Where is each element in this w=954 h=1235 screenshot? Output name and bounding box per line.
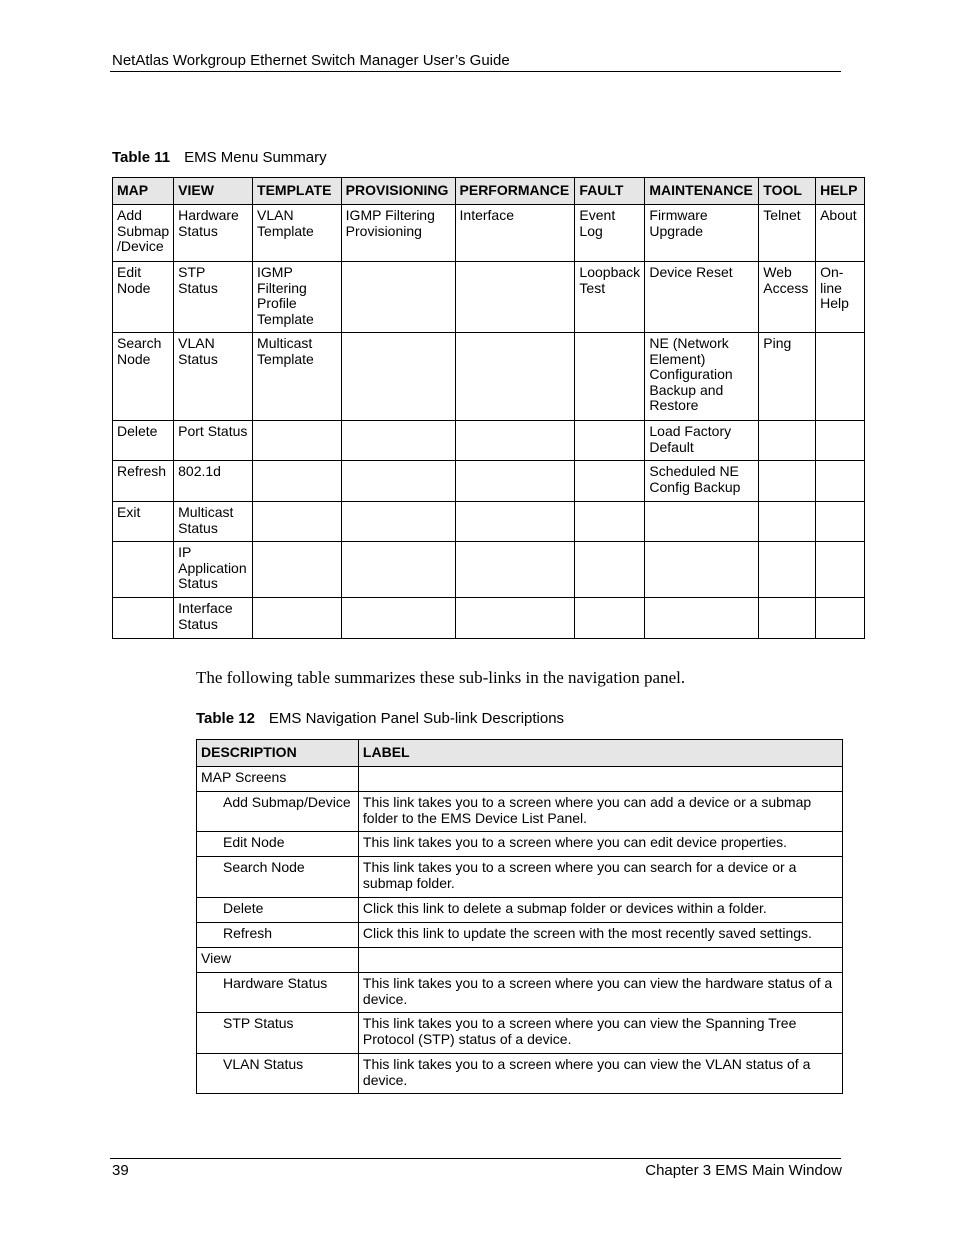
table12-col-header: DESCRIPTION (197, 740, 359, 767)
table-cell (341, 542, 455, 598)
table11-label: Table 11 (112, 149, 171, 166)
table-cell (575, 421, 645, 461)
table-row (113, 333, 865, 421)
table-cell (341, 333, 455, 421)
table12-header-row (197, 740, 843, 767)
table11-col-header: TEMPLATE (253, 178, 342, 205)
ems-nav-sublink-table (196, 739, 843, 1094)
table-cell (645, 598, 759, 639)
table-row (113, 461, 865, 502)
table12-caption (196, 710, 564, 727)
footer-rule (110, 1158, 841, 1159)
table-cell: IGMP Filtering Provisioning (341, 205, 455, 262)
table-cell (341, 598, 455, 639)
table-cell (816, 598, 865, 639)
table-cell: Search Node (113, 333, 174, 421)
table-cell: About (816, 205, 865, 262)
table-cell (759, 502, 816, 542)
table11-col-header: MAINTENANCE (645, 178, 759, 205)
table-cell (759, 542, 816, 598)
table-cell: IGMP Filtering Profile Template (253, 262, 342, 333)
table-cell: VLAN Status (174, 333, 253, 421)
table-cell: Hardware Status (174, 205, 253, 262)
sublink-name: Refresh (197, 923, 359, 948)
table-cell: Loopback Test (575, 262, 645, 333)
table-cell (816, 421, 865, 461)
table-row (197, 923, 843, 948)
table-row (197, 832, 843, 857)
sublink-description: This link takes you to a screen where you can view the Spanning Tree Protocol (STP) status of a device. (358, 1013, 842, 1054)
table-cell (575, 461, 645, 502)
header-rule (110, 71, 841, 72)
sublink-description: Click this link to update the screen with the most recently saved settings. (358, 923, 842, 948)
table11-col-header: HELP (816, 178, 865, 205)
table-row (113, 205, 865, 262)
table-cell (253, 598, 342, 639)
table-row (197, 973, 843, 1013)
table-cell: STP Status (174, 262, 253, 333)
sublink-description (358, 767, 842, 792)
table-cell: Scheduled NE Config Backup (645, 461, 759, 502)
table-cell (645, 542, 759, 598)
table11-col-header: VIEW (174, 178, 253, 205)
table-cell: VLAN Template (253, 205, 342, 262)
table-row (197, 792, 843, 832)
sublink-description: Click this link to delete a submap folder or devices within a folder. (358, 898, 842, 923)
table-cell (253, 421, 342, 461)
table-cell (759, 598, 816, 639)
sublink-name: Delete (197, 898, 359, 923)
ems-menu-summary-table (112, 177, 865, 639)
table-cell: Refresh (113, 461, 174, 502)
table12-title: EMS Navigation Panel Sub-link Descriptions (268, 710, 565, 727)
table-cell (575, 542, 645, 598)
table-cell: Web Access (759, 262, 816, 333)
table-cell: Event Log (575, 205, 645, 262)
table-cell: Firmware Upgrade (645, 205, 759, 262)
table-cell (341, 502, 455, 542)
table-row (113, 502, 865, 542)
table-cell: Telnet (759, 205, 816, 262)
table-cell: Exit (113, 502, 174, 542)
table-cell (575, 502, 645, 542)
table-cell (253, 542, 342, 598)
table12-col-header: LABEL (358, 740, 842, 767)
table-cell (253, 461, 342, 502)
table-cell (575, 598, 645, 639)
sublink-name: Search Node (197, 857, 359, 898)
table-cell (341, 421, 455, 461)
table-cell: Device Reset (645, 262, 759, 333)
table-cell (816, 542, 865, 598)
table-cell: Multicast Template (253, 333, 342, 421)
table-cell (759, 421, 816, 461)
sublink-description: This link takes you to a screen where you can view the VLAN status of a device. (358, 1054, 842, 1094)
intro-paragraph: The following table summarizes these sub-links in the navigation panel. (196, 668, 686, 687)
table-cell (455, 262, 575, 333)
table-cell (759, 461, 816, 502)
table-row (197, 898, 843, 923)
sublink-name: Add Submap/Device (197, 792, 359, 832)
table-cell (455, 421, 575, 461)
table-row (113, 262, 865, 333)
table11-col-header: PERFORMANCE (455, 178, 575, 205)
table-cell (645, 502, 759, 542)
table11-col-header: MAP (113, 178, 174, 205)
table11-col-header: FAULT (575, 178, 645, 205)
table-cell (455, 542, 575, 598)
table-row (197, 1054, 843, 1094)
sublink-description: This link takes you to a screen where you can search for a device or a submap folder. (358, 857, 842, 898)
table-cell (253, 502, 342, 542)
table-cell: Add Submap /Device (113, 205, 174, 262)
table-row (197, 767, 843, 792)
section-name: MAP Screens (197, 767, 359, 792)
sublink-description: This link takes you to a screen where you can edit device properties. (358, 832, 842, 857)
page-header-title: NetAtlas Workgroup Ethernet Switch Manager User’s Guide (112, 52, 510, 69)
sublink-description: This link takes you to a screen where you can view the hardware status of a device. (358, 973, 842, 1013)
sublink-name: Edit Node (197, 832, 359, 857)
table-cell: Port Status (174, 421, 253, 461)
table11-caption (112, 149, 327, 166)
sublink-description: This link takes you to a screen where you can add a device or a submap folder to the EMS Device List Panel. (358, 792, 842, 832)
table-cell: NE (Network Element) Configuration Backup and Restore (645, 333, 759, 421)
chapter-title: Chapter 3 EMS Main Window (645, 1162, 842, 1179)
sublink-name: VLAN Status (197, 1054, 359, 1094)
sublink-name: Hardware Status (197, 973, 359, 1013)
table-cell (455, 502, 575, 542)
table-cell: Interface (455, 205, 575, 262)
table-cell (816, 333, 865, 421)
table-row (197, 857, 843, 898)
table-cell: 802.1d (174, 461, 253, 502)
sublink-description (358, 948, 842, 973)
table-cell (575, 333, 645, 421)
table12-label: Table 12 (196, 710, 255, 727)
table-cell (113, 598, 174, 639)
page-number: 39 (112, 1162, 129, 1179)
table11-col-header: TOOL (759, 178, 816, 205)
table-cell: Load Factory Default (645, 421, 759, 461)
table-cell (455, 461, 575, 502)
table-cell: Edit Node (113, 262, 174, 333)
table11-col-header: PROVISIONING (341, 178, 455, 205)
table11-header-row (113, 178, 865, 205)
sublink-name: STP Status (197, 1013, 359, 1054)
table-cell: Multicast Status (174, 502, 253, 542)
table-cell (816, 502, 865, 542)
table-row (113, 421, 865, 461)
table-cell: IP Application Status (174, 542, 253, 598)
table-cell: Interface Status (174, 598, 253, 639)
table-row (113, 598, 865, 639)
section-name: View (197, 948, 359, 973)
table-row (197, 948, 843, 973)
table-row (113, 542, 865, 598)
table-cell (341, 262, 455, 333)
table-cell (341, 461, 455, 502)
table-cell (455, 333, 575, 421)
table11-title: EMS Menu Summary (184, 149, 327, 166)
table-cell: On-line Help (816, 262, 865, 333)
table-cell: Ping (759, 333, 816, 421)
table-cell (113, 542, 174, 598)
table-cell: Delete (113, 421, 174, 461)
table-row (197, 1013, 843, 1054)
table-cell (455, 598, 575, 639)
table-cell (816, 461, 865, 502)
